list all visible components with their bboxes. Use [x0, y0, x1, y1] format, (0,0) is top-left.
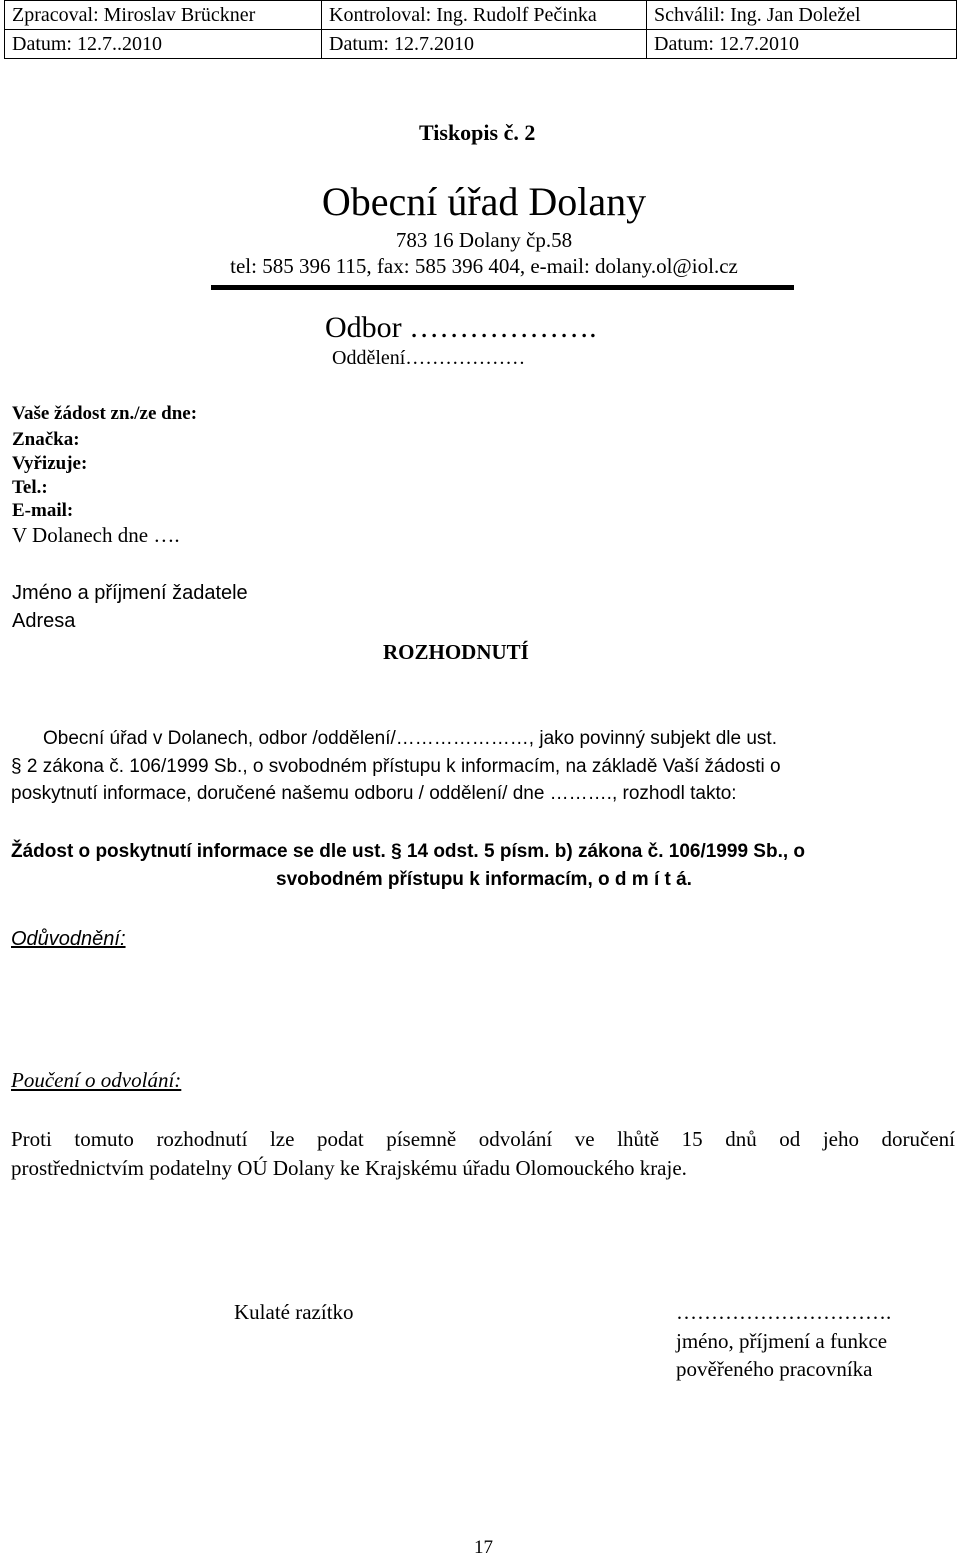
checked-by: Kontroloval: Ing. Rudolf Pečinka — [322, 1, 647, 30]
mark-label: Značka: — [12, 429, 80, 450]
office-contact: tel: 585 396 115, fax: 585 396 404, e-mail: dolany.ol@iol.cz — [230, 254, 738, 278]
approved-by: Schválil: Ing. Jan Doležel — [647, 1, 957, 30]
department-odbor: Odbor ………………. — [325, 311, 597, 344]
approval-row-prepared — [5, 1, 957, 30]
justification-heading: Odůvodnění: — [11, 928, 126, 950]
appeal-text-line-1: Proti tomuto rozhodnutí lze podat písemně odvolání ve lhůtě 15 dnů od jeho doručení — [11, 1127, 955, 1151]
header-rule — [211, 285, 794, 290]
phone-label: Tel.: — [12, 477, 48, 498]
email-label: E-mail: — [12, 500, 74, 521]
stamp-label: Kulaté razítko — [234, 1300, 354, 1324]
approval-table — [4, 0, 957, 59]
applicant-name: Jméno a příjmení žadatele — [12, 582, 248, 604]
appeal-heading: Poučení o odvolání: — [11, 1068, 182, 1092]
place-date-label: V Dolanech dne …. — [12, 523, 180, 547]
office-address: 783 16 Dolany čp.58 — [395, 228, 573, 252]
request-ref-label: Vaše žádost zn./ze dne: — [12, 403, 198, 424]
approval-row-dates — [5, 30, 957, 59]
handled-by-label: Vyřizuje: — [12, 453, 88, 474]
applicant-address: Adresa — [12, 610, 76, 632]
body-line-1: Obecní úřad v Dolanech, odbor /oddělení/…………………, jako povinný subjekt dle ust. — [43, 728, 777, 749]
prepared-date: Datum: 12.7..2010 — [5, 30, 322, 59]
verdict-line-1: Žádost o poskytnutí informace se dle ust. § 14 odst. 5 písm. b) zákona č. 106/1999 Sb., o — [11, 841, 806, 862]
verdict-line-2: svobodném přístupu k informacím, o d m í t á. — [276, 869, 692, 890]
approved-date: Datum: 12.7.2010 — [647, 30, 957, 59]
appeal-text-line-2: prostřednictvím podatelny OÚ Dolany ke Krajskému úřadu Olomouckého kraje. — [11, 1156, 687, 1180]
body-line-3: poskytnutí informace, doručené našemu odboru / oddělení/ dne ………., rozhodl takto: — [11, 783, 737, 804]
form-number: Tiskopis č. 2 — [419, 120, 536, 145]
signature-line-1: jméno, příjmení a funkce — [676, 1329, 888, 1353]
signature-line-2: pověřeného pracovníka — [676, 1357, 873, 1381]
department-oddeleni: Oddělení……………… — [332, 347, 526, 369]
checked-date: Datum: 12.7.2010 — [322, 30, 647, 59]
page-number: 17 — [474, 1537, 493, 1558]
office-name: Obecní úřad Dolany — [321, 179, 647, 224]
body-line-2: § 2 zákona č. 106/1999 Sb., o svobodném přístupu k informacím, na základě Vaší žádosti o — [11, 756, 781, 777]
signature-dots: …………………………. — [676, 1300, 892, 1324]
prepared-by: Zpracoval: Miroslav Brückner — [5, 1, 322, 30]
decision-title: ROZHODNUTÍ — [383, 640, 529, 664]
